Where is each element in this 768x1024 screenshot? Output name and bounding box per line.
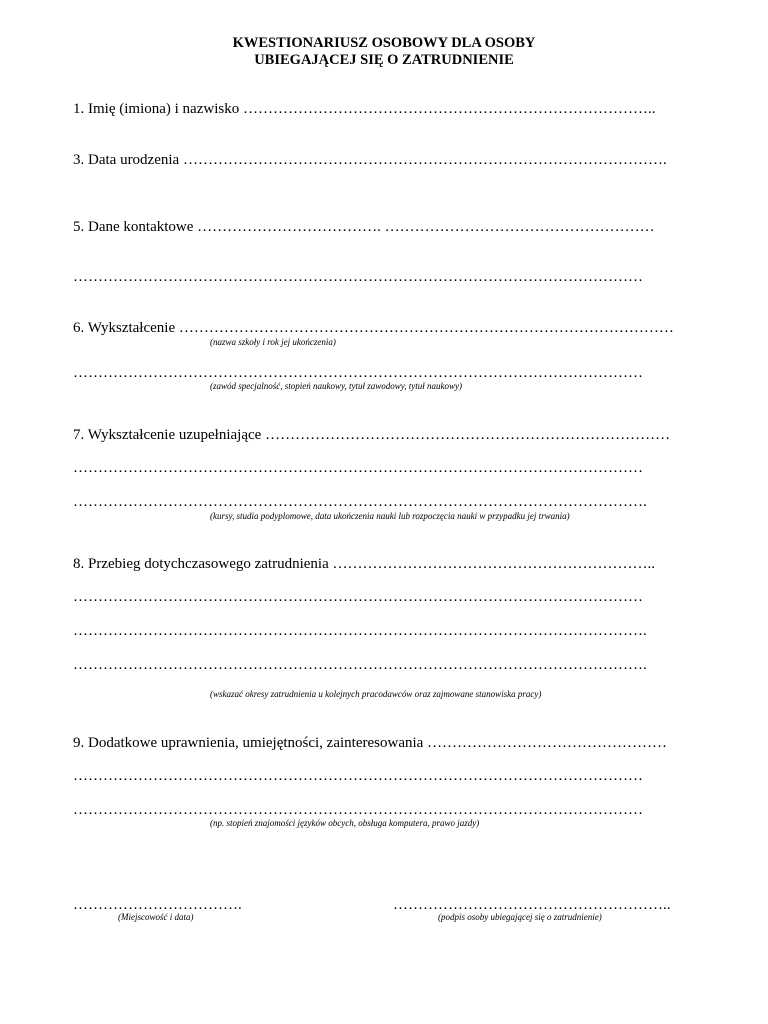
field-additional-education[interactable]: 7. Wykształcenie uzupełniające ……………………………………………………………………… [73,427,671,443]
additional-education-hint: (kursy, studia podyplomowe, data ukończenia nauki lub rozpoczęcia nauki w przypadku jej trwania) [210,511,570,521]
field-contact-continuation[interactable]: …………………………………………………………………………………………………… [73,269,643,285]
signature-line[interactable]: ……………………………………………….. [393,897,671,913]
place-date-label: (Miejscowość i data) [118,912,194,922]
field-qualifications-continuation-1[interactable]: …………………………………………………………………………………………………… [73,768,643,784]
field-qualifications[interactable]: 9. Dodatkowe uprawnienia, umiejętności, zainteresowania ………………………………………… [73,735,668,751]
education-hint: (nazwa szkoły i rok jej ukończenia) [210,337,336,347]
field-education[interactable]: 6. Wykształcenie ……………………………………………………………………………………… [73,320,674,336]
field-qualifications-continuation-2[interactable]: …………………………………………………………………………………………………… [73,802,643,818]
place-date-line[interactable]: ……………………………. [73,897,242,913]
field-birth-date[interactable]: 3. Data urodzenia ……………………………………………………………………………………. [73,152,667,168]
employment-hint: (wskazać okresy zatrudnienia u kolejnych pracodawców oraz zajmowane stanowiska pracy) [210,689,542,699]
field-employment-continuation-2[interactable]: ……………………………………………………………………………………………………. [73,623,647,639]
field-employment-continuation-3[interactable]: ……………………………………………………………………………………………………. [73,657,647,673]
field-employment[interactable]: 8. Przebieg dotychczasowego zatrudnienia ……………………………………………………….. [73,556,655,572]
field-employment-continuation-1[interactable]: …………………………………………………………………………………………………… [73,589,643,605]
field-additional-education-continuation-2[interactable]: ……………………………………………………………………………………………………. [73,494,647,510]
field-additional-education-continuation-1[interactable]: …………………………………………………………………………………………………… [73,460,643,476]
qualifications-hint: (np. stopień znajomości języków obcych, obsługa komputera, prawo jazdy) [210,818,480,828]
signature-label: (podpis osoby ubiegającej się o zatrudnienie) [438,912,602,922]
field-name[interactable]: 1. Imię (imiona) i nazwisko ……………………………………………………………………….. [73,101,656,117]
field-contact[interactable]: 5. Dane kontaktowe ………………………………. ……………………………………………… [73,219,655,235]
field-education-continuation[interactable]: …………………………………………………………………………………………………… [73,365,643,381]
education-profession-hint: (zawód specjalność, stopień naukowy, tytuł zawodowy, tytuł naukowy) [210,381,462,391]
document-title-line1: KWESTIONARIUSZ OSOBOWY DLA OSOBY [232,35,536,51]
document-title-line2: UBIEGAJĄCEJ SIĘ O ZATRUDNIENIE [254,52,514,68]
